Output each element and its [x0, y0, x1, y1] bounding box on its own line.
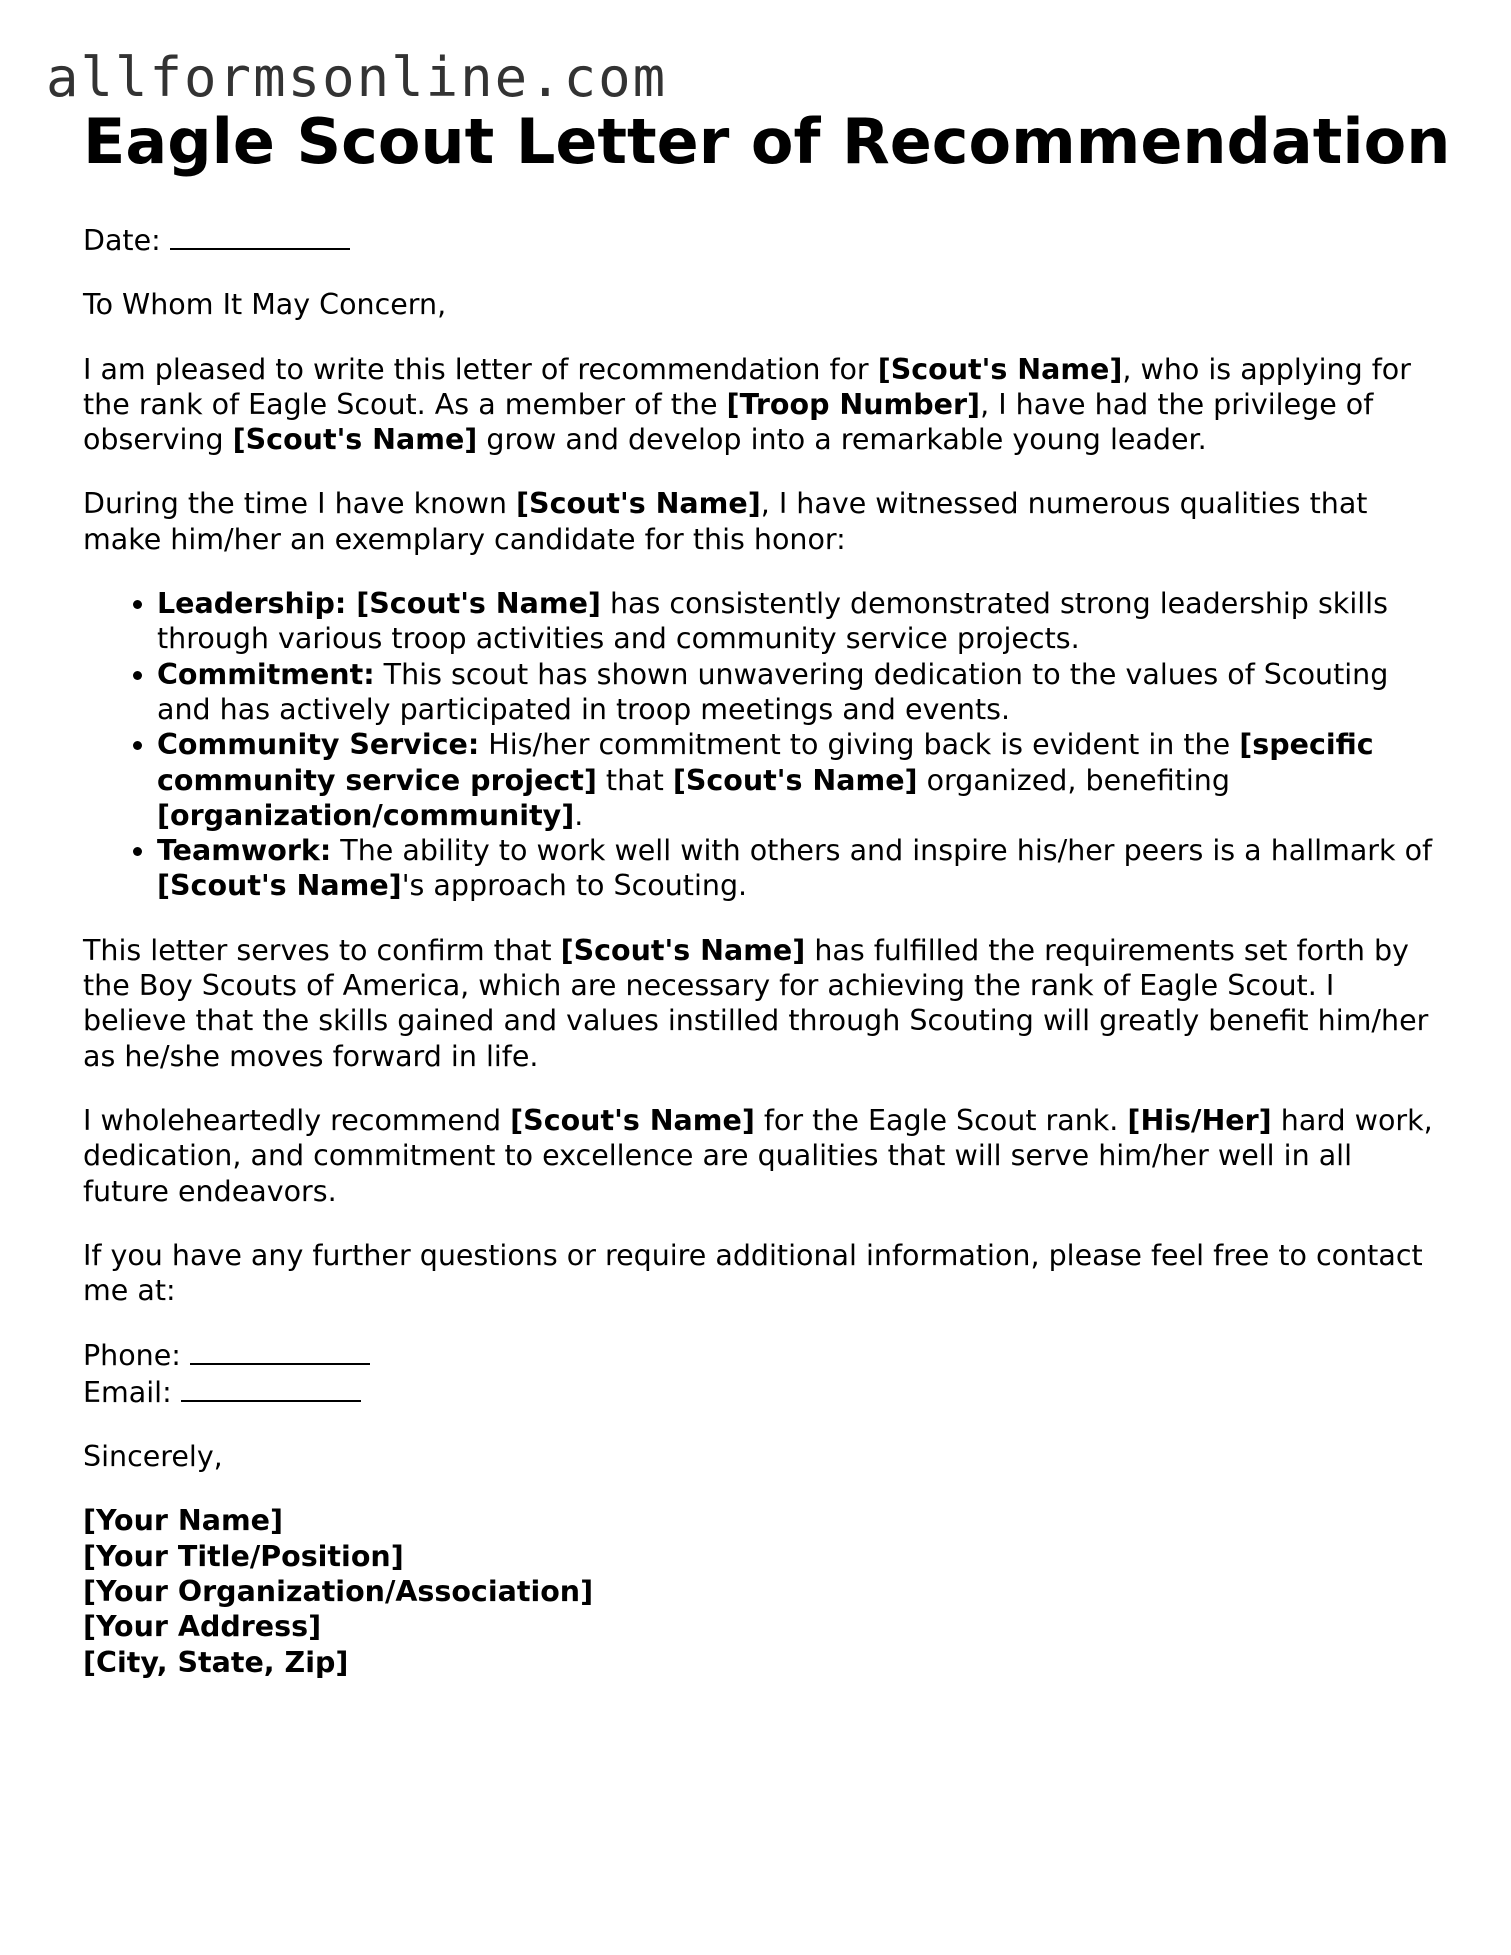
phone-label: Phone:: [83, 1339, 190, 1373]
page-title: Eagle Scout Letter of Recommendation: [83, 105, 1451, 178]
quality-text: has consistently demonstrated strong leadership skills through various troop activities and community service projects.: [157, 587, 1388, 656]
text-run: for the Eagle Scout rank.: [754, 1103, 1128, 1137]
quality-text: that: [596, 763, 673, 797]
organization-placeholder: [organization/community]: [157, 798, 575, 832]
project-placeholder: [specific community service project]: [157, 728, 1374, 797]
text-run: I wholeheartedly recommend: [83, 1103, 511, 1137]
confirmation-paragraph: [83, 933, 1443, 1074]
phone-blank[interactable]: [190, 1337, 370, 1365]
text-run: During the time I have known: [83, 487, 517, 521]
qualities-list: [83, 586, 1443, 904]
date-line: [83, 222, 1443, 258]
quality-leadership: [157, 586, 1443, 657]
scout-name-placeholder: [Scout's Name]: [560, 933, 806, 967]
intro-paragraph: [83, 352, 1443, 458]
quality-text: His/her commitment to giving back is evident in the: [479, 728, 1240, 762]
quality-commitment: [157, 657, 1443, 728]
signature-title: [Your Title/Position]: [83, 1539, 404, 1573]
text-run: , I have had the privilege of observing: [83, 387, 1374, 457]
contact-paragraph: If you have any further questions or require additional information, please feel free to contact me at:: [83, 1238, 1423, 1308]
signature-organization: [Your Organization/Association]: [83, 1574, 594, 1608]
quality-teamwork: [157, 833, 1443, 904]
quality-community-service: [157, 727, 1443, 833]
scout-name-placeholder: [Scout's Name]: [232, 423, 478, 457]
text-run: grow and develop into a remarkable young leader.: [477, 423, 1207, 457]
date-blank[interactable]: [170, 222, 350, 250]
closing: Sincerely,: [83, 1440, 223, 1474]
quality-label: Commitment:: [157, 657, 375, 691]
scout-name-placeholder: [Scout's Name]: [157, 869, 402, 903]
text-run: This letter serves to confirm that: [83, 933, 561, 967]
letter-body: [83, 222, 1443, 1680]
text-run: , who is applying for the rank of Eagle Scout. As a member of the: [83, 352, 1411, 421]
text-run: , I have witnessed numerous qualities that make him/her an exemplary candidate for this honor:: [83, 487, 1368, 556]
email-label: Email:: [83, 1375, 181, 1409]
pronoun-placeholder: [His/Her]: [1127, 1103, 1272, 1137]
quality-text: The ability to work well with others and inspire his/her peers is a hallmark of: [331, 834, 1433, 868]
site-watermark: allformsonline.com: [46, 46, 668, 109]
quality-text: organized, benefiting: [917, 763, 1230, 797]
qualities-intro-paragraph: [83, 486, 1443, 557]
quality-label: Leadership: [Scout's Name]: [157, 587, 601, 621]
text-run: I am pleased to write this letter of recommendation for: [83, 352, 878, 386]
quality-text: .: [574, 798, 584, 832]
signature-address: [Your Address]: [83, 1610, 322, 1644]
troop-number-placeholder: [Troop Number]: [726, 387, 981, 421]
scout-name-placeholder: [Scout's Name]: [516, 487, 761, 521]
scout-name-placeholder: [Scout's Name]: [510, 1103, 755, 1137]
salutation: To Whom It May Concern,: [83, 288, 447, 322]
date-label: Date:: [83, 224, 170, 257]
recommendation-paragraph: [83, 1103, 1443, 1209]
signature-block: [83, 1503, 1443, 1679]
text-run: has fulfilled the requirements set forth by the Boy Scouts of America, which are necessary for achieving the rank of Eagle Scout. I believe that the skills gained and values instilled through Scouting will greatly benefit him/her as he/she moves forward in life.: [83, 933, 1429, 1073]
quality-text: 's approach to Scouting.: [401, 869, 748, 903]
signature-name: [Your Name]: [83, 1504, 284, 1538]
contact-block: [83, 1337, 1443, 1410]
text-run: hard work, dedication, and commitment to excellence are qualities that will serve him/her well in all future endeavors.: [83, 1103, 1433, 1208]
quality-text: This scout has shown unwavering dedication to the values of Scouting and has actively participated in troop meetings and events.: [157, 657, 1389, 726]
letter-page: [83, 100, 1451, 1680]
email-blank[interactable]: [181, 1374, 361, 1402]
scout-name-placeholder: [Scout's Name]: [877, 352, 1123, 386]
quality-label: Teamwork:: [157, 834, 332, 868]
signature-city-state-zip: [City, State, Zip]: [83, 1645, 349, 1679]
scout-name-placeholder: [Scout's Name]: [672, 763, 918, 797]
quality-label: Community Service:: [157, 728, 480, 762]
